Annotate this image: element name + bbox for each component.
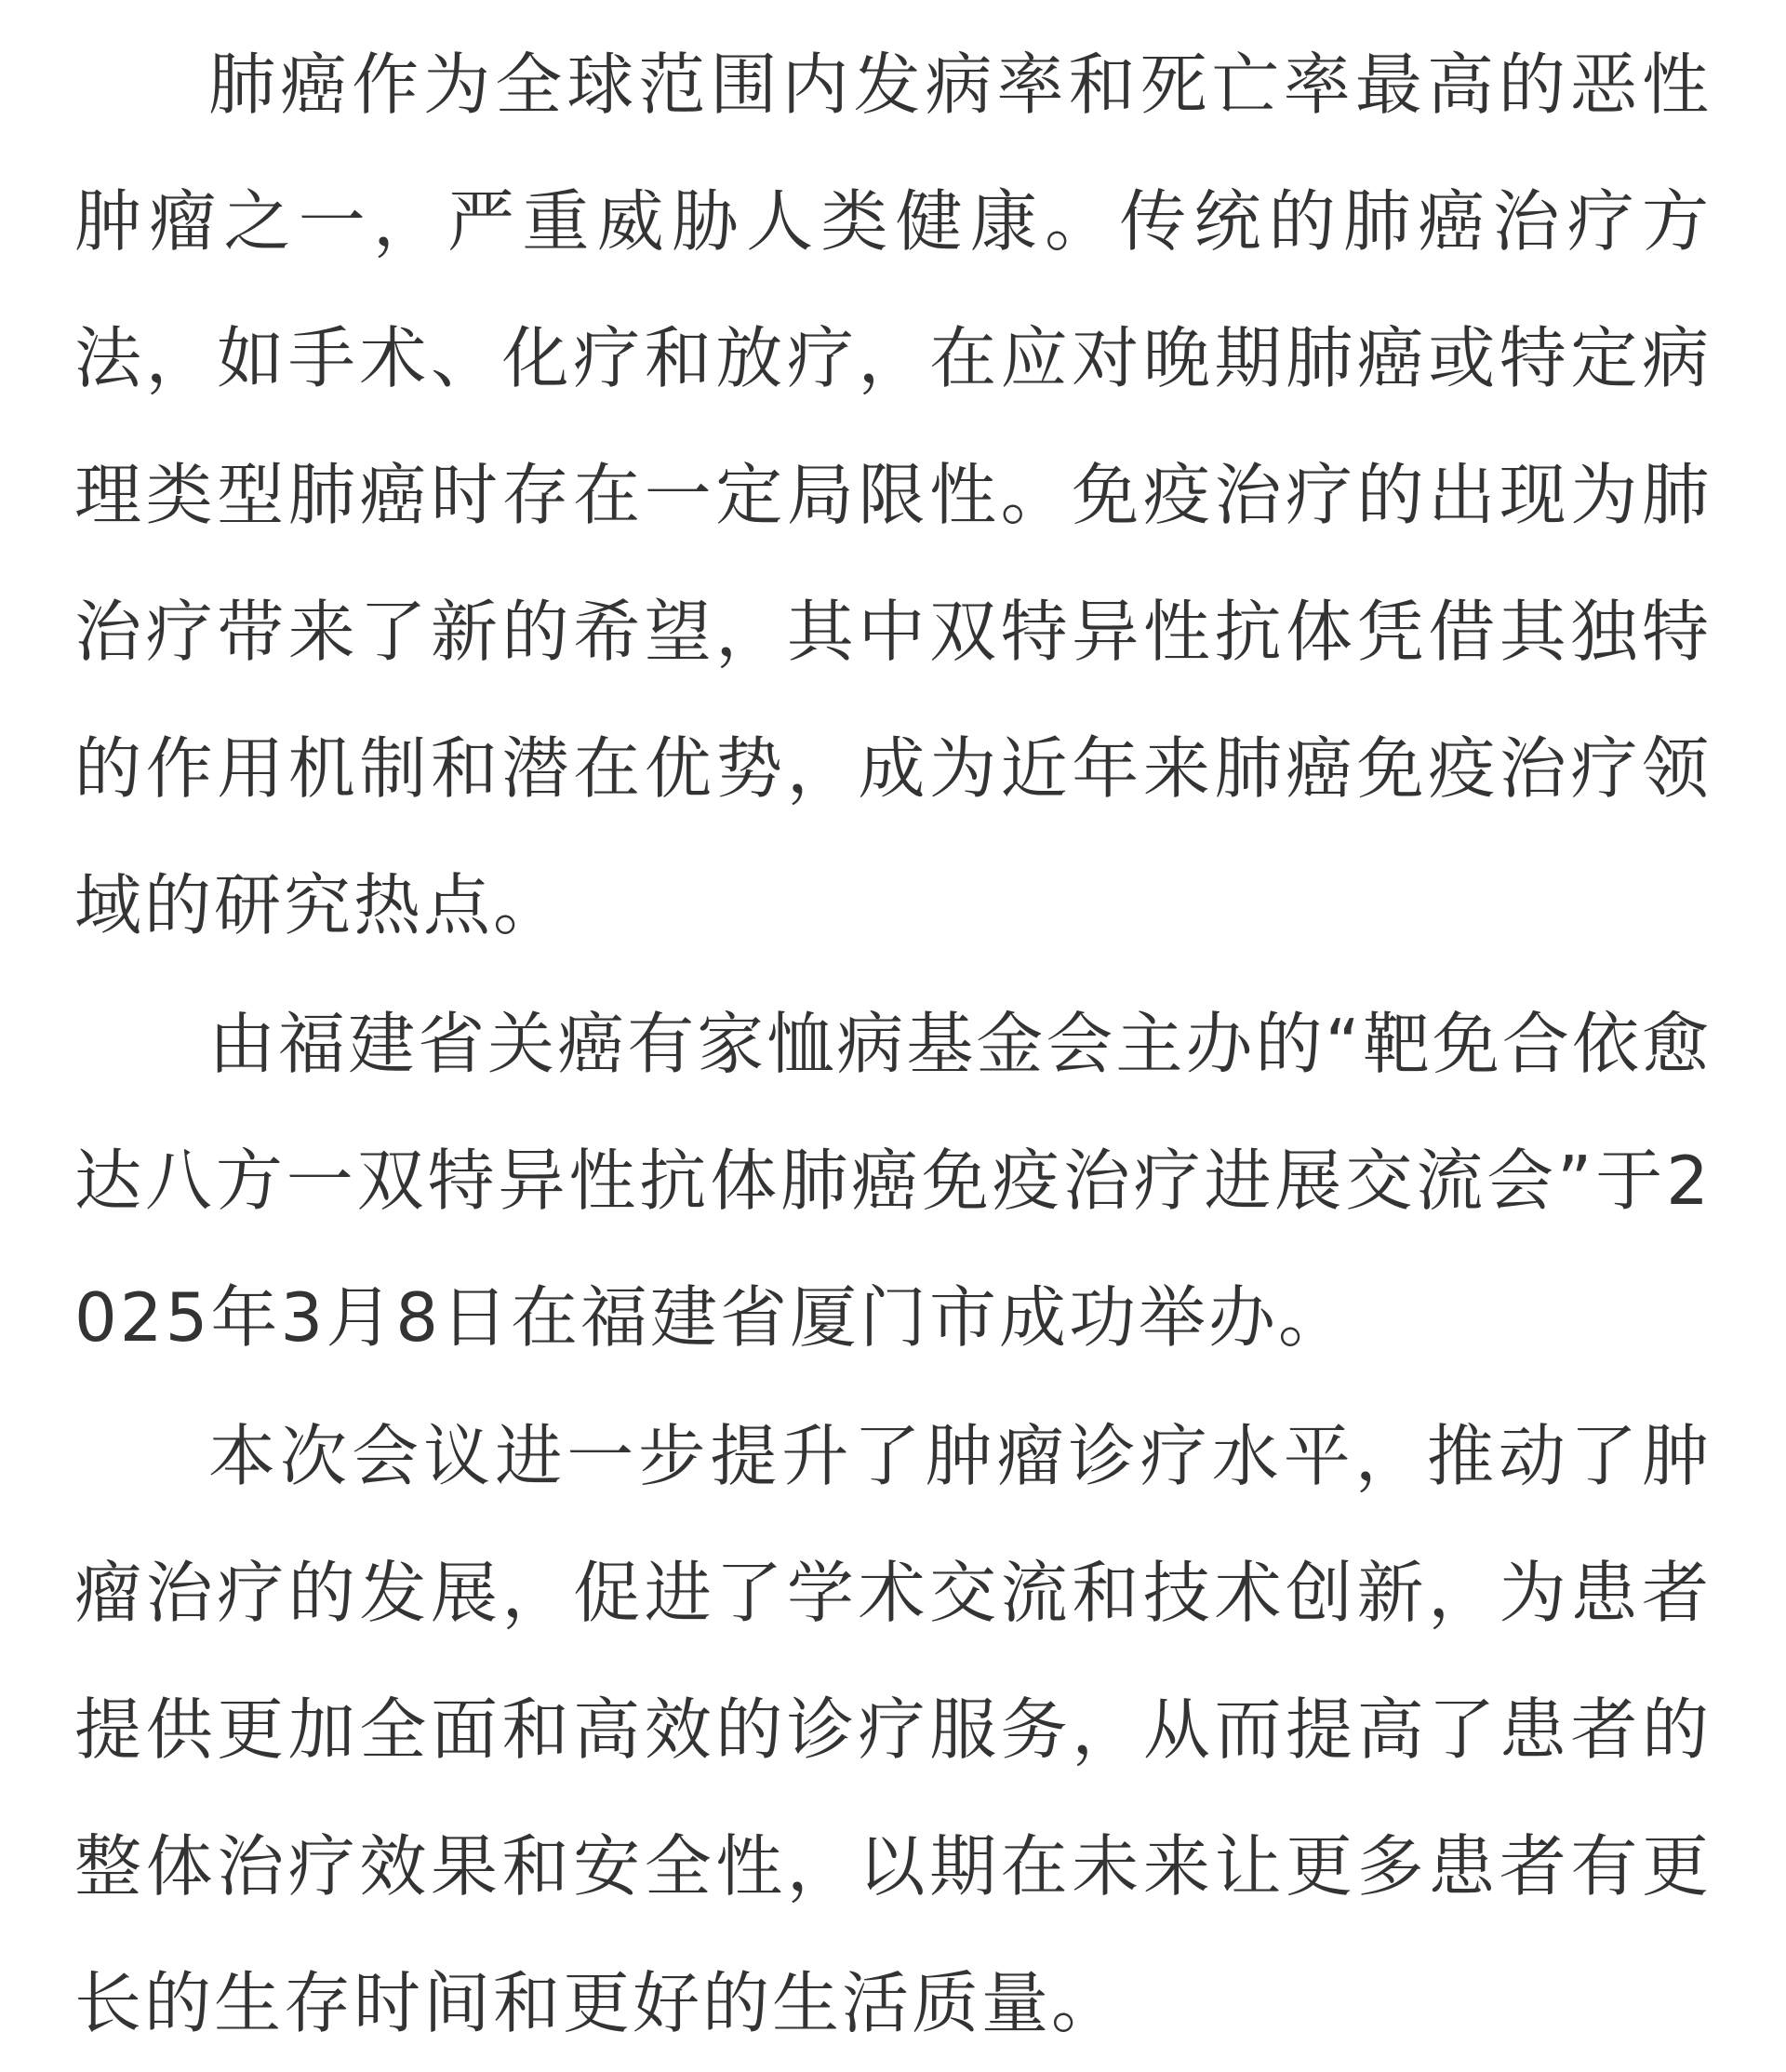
- paragraph-meeting-announcement: 由福建省关癌有家恤病基金会主办的“靶免合依愈达八方一双特异性抗体肺癌免疫治疗进展交流会”于2025年3月8日在福建省厦门市成功举办。: [74, 1005, 1712, 1357]
- article-body: [74, 17, 1712, 2072]
- paragraph-lung-cancer-background: 肺癌作为全球范围内发病率和死亡率最高的恶性肿瘤之一，严重威胁人类健康。传统的肺癌治疗方法，如手术、化疗和放疗，在应对晚期肺癌或特定病理类型肺癌时存在一定局限性。免疫治疗的出现为肺治疗带来了新的希望，其中双特异性抗体凭借其独特的作用机制和潜在优势，成为近年来肺癌免疫治疗领域的研究热点。: [74, 46, 1712, 944]
- paragraph-meeting-significance: 本次会议进一步提升了肿瘤诊疗水平，推动了肿瘤治疗的发展，促进了学术交流和技术创新，为患者提供更加全面和高效的诊疗服务，从而提高了患者的整体治疗效果和安全性，以期在未来让更多患者有更长的生存时间和更好的生活质量。: [74, 1417, 1712, 2042]
